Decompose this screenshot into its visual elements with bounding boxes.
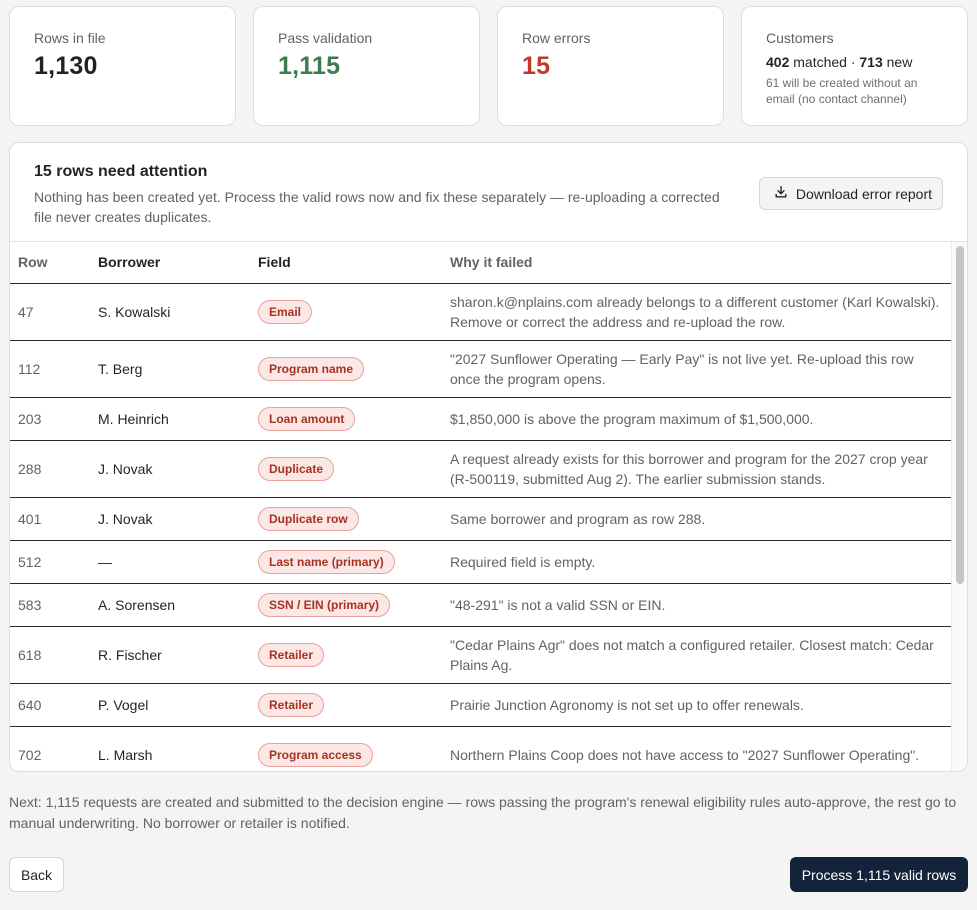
cell-borrower: T. Berg <box>90 340 250 397</box>
cell-field <box>250 626 442 683</box>
column-header-row: Row <box>10 242 90 283</box>
cell-row: 583 <box>10 583 90 626</box>
cell-borrower: A. Sorensen <box>90 583 250 626</box>
cell-why: Required field is empty. <box>442 540 953 583</box>
cell-row: 512 <box>10 540 90 583</box>
column-header-why: Why it failed <box>442 242 953 283</box>
cell-borrower: — <box>90 540 250 583</box>
field-error-badge: Program name <box>258 357 364 381</box>
cell-borrower: M. Heinrich <box>90 397 250 440</box>
cell-field <box>250 397 442 440</box>
cell-field <box>250 683 442 726</box>
stat-label: Pass validation <box>278 30 373 46</box>
stat-value: 15 <box>522 52 551 80</box>
scrollbar-thumb[interactable] <box>956 246 964 584</box>
cell-field <box>250 283 442 340</box>
cell-borrower: J. Novak <box>90 497 250 540</box>
attention-panel <box>9 142 968 772</box>
cell-row: 702 <box>10 726 90 772</box>
cell-field <box>250 440 442 497</box>
column-header-field: Field <box>250 242 442 283</box>
table-row <box>10 726 953 772</box>
cell-row: 288 <box>10 440 90 497</box>
cell-borrower: L. Marsh <box>90 726 250 772</box>
stat-label: Customers <box>766 30 834 46</box>
summary-stats <box>9 6 968 126</box>
table-row <box>10 397 953 440</box>
stat-card-pass-validation <box>253 6 480 126</box>
stat-card-rows-in-file <box>9 6 236 126</box>
cell-why: Prairie Junction Agronomy is not set up to offer renewals. <box>442 683 953 726</box>
download-error-report-button[interactable] <box>759 177 943 210</box>
cell-why: "2027 Sunflower Operating — Early Pay" is not live yet. Re-upload this row once the program opens. <box>442 340 953 397</box>
cell-row: 203 <box>10 397 90 440</box>
cell-row: 401 <box>10 497 90 540</box>
cell-row: 618 <box>10 626 90 683</box>
download-label: Download error report <box>795 185 932 202</box>
table-row <box>10 583 953 626</box>
attention-subtitle: Nothing has been created yet. Process the valid rows now and fix these separately — re-uploading a corrected file never creates duplicates. <box>34 189 720 225</box>
cell-why: "Cedar Plains Agr" does not match a configured retailer. Closest match: Cedar Plains Ag. <box>442 626 953 683</box>
stat-value: 1,130 <box>34 52 98 80</box>
process-valid-rows-button[interactable]: Process 1,115 valid rows <box>790 857 968 892</box>
table-row <box>10 440 953 497</box>
cell-why: sharon.k@nplains.com already belongs to a different customer (Karl Kowalski). Remove or correct the address and re-upload the row. <box>442 283 953 340</box>
table-scrollbar[interactable] <box>951 242 967 772</box>
cell-borrower: J. Novak <box>90 440 250 497</box>
cell-borrower: P. Vogel <box>90 683 250 726</box>
cell-row: 47 <box>10 283 90 340</box>
cell-why: Northern Plains Coop does not have access to "2027 Sunflower Operating". <box>442 726 953 772</box>
stat-card-customers <box>741 6 968 126</box>
attention-title: 15 rows need attention <box>34 163 208 180</box>
errors-table <box>10 242 953 772</box>
table-row <box>10 340 953 397</box>
cell-why: Same borrower and program as row 288. <box>442 497 953 540</box>
field-error-badge: SSN / EIN (primary) <box>258 593 390 617</box>
cell-field <box>250 340 442 397</box>
cell-why: A request already exists for this borrower and program for the 2027 crop year (R-500119, submitted Aug 2). The earlier submission stands. <box>442 440 953 497</box>
cell-why: $1,850,000 is above the program maximum of $1,500,000. <box>442 397 953 440</box>
back-button[interactable]: Back <box>9 857 64 892</box>
table-header-row <box>10 242 953 283</box>
field-error-badge: Duplicate <box>258 457 334 481</box>
stat-card-row-errors <box>497 6 724 126</box>
table-row <box>10 497 953 540</box>
cell-why: "48-291" is not a valid SSN or EIN. <box>442 583 953 626</box>
cell-field <box>250 497 442 540</box>
stat-label: Rows in file <box>34 30 106 46</box>
stat-label: Row errors <box>522 30 591 46</box>
field-error-badge: Loan amount <box>258 407 355 431</box>
cell-row: 112 <box>10 340 90 397</box>
field-error-badge: Email <box>258 300 312 324</box>
field-error-badge: Last name (primary) <box>258 550 395 574</box>
errors-table-container[interactable] <box>10 242 953 772</box>
field-error-badge: Retailer <box>258 693 324 717</box>
new-text: new <box>886 54 913 70</box>
table-row <box>10 626 953 683</box>
field-error-badge: Program access <box>258 743 373 767</box>
table-row <box>10 683 953 726</box>
cell-field <box>250 583 442 626</box>
cell-field <box>250 726 442 772</box>
table-row <box>10 283 953 340</box>
field-error-badge: Duplicate row <box>258 507 359 531</box>
cell-row: 640 <box>10 683 90 726</box>
cell-borrower: S. Kowalski <box>90 283 250 340</box>
cell-borrower: R. Fischer <box>90 626 250 683</box>
matched-count: 402 <box>766 54 790 70</box>
customers-summary <box>766 54 943 70</box>
customers-note: 61 will be created without an email (no contact channel) <box>766 76 918 106</box>
field-error-badge: Retailer <box>258 643 324 667</box>
next-steps-note: Next: 1,115 requests are created and submitted to the decision engine — rows passing the program's renewal eligibility rules auto-approve, the rest go to manual underwriting. No borrower or retailer is notified. <box>9 794 957 831</box>
stat-value: 1,115 <box>278 52 341 80</box>
table-row <box>10 540 953 583</box>
download-icon <box>774 185 788 202</box>
attention-header <box>10 143 967 242</box>
new-count: 713 <box>859 54 883 70</box>
matched-text: matched · <box>793 54 856 70</box>
cell-field <box>250 540 442 583</box>
column-header-borrower: Borrower <box>90 242 250 283</box>
